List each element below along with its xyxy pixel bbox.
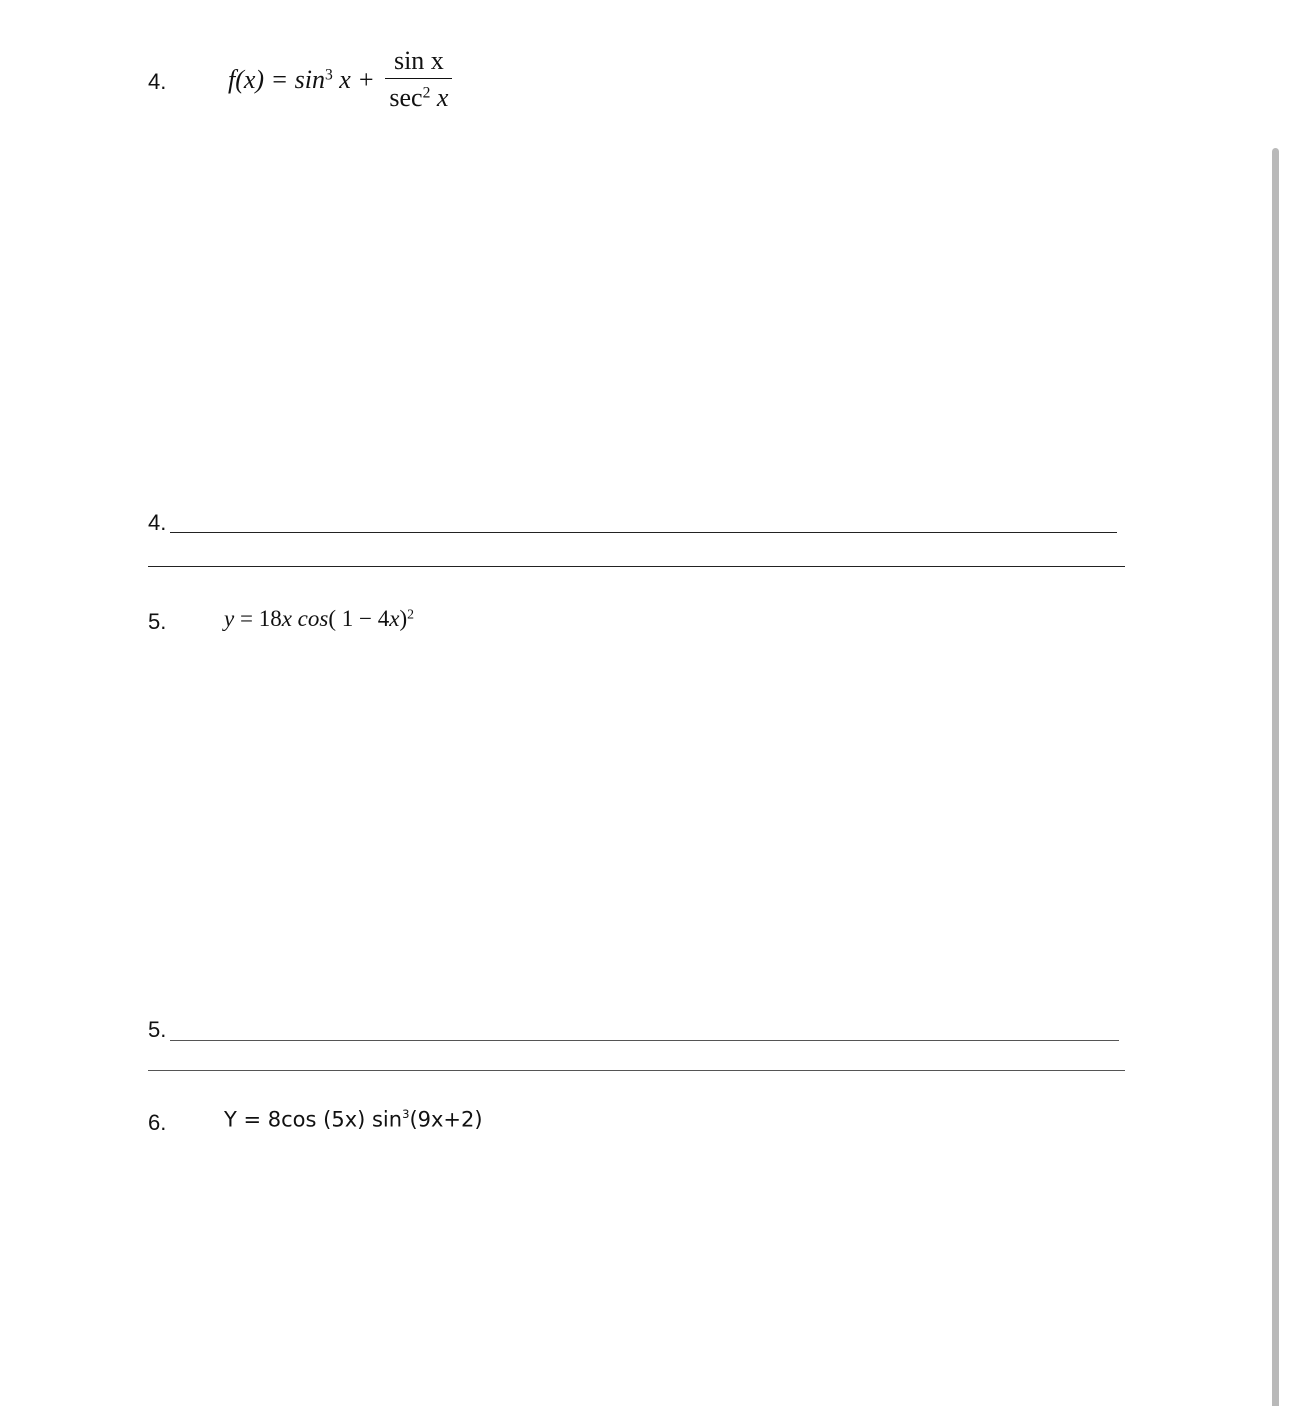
answer-4-label: 4. [148, 510, 167, 535]
eq4-fraction-denominator: $\sec^2 x$ [389, 83, 449, 112]
question-5-number: 5. [148, 609, 167, 634]
question-6-equation: Y = 8cos (5x) $\sin^3(9x+2)$ [224, 1107, 483, 1132]
answer-4-line-1[interactable] [170, 532, 1117, 533]
answer-5-line-1[interactable] [170, 1040, 1119, 1041]
eq4-lhs-exponent: 3 [324, 65, 333, 83]
eq6-exponent: 3 [402, 1107, 410, 1121]
eq4-lhs-tail: x + [332, 64, 375, 94]
answer-5-line-2[interactable] [148, 1070, 1125, 1071]
vertical-scrollbar[interactable] [1272, 148, 1279, 1406]
question-4-equation [228, 46, 452, 113]
eq4-fraction [385, 46, 452, 113]
eq4-lhs: f(x) = sin [228, 64, 325, 94]
question-5-equation: y = 18x cos( 1 − 4x)$^2$ [224, 606, 415, 631]
question-4-number: 4. [148, 69, 167, 94]
eq5-exponent: 2 [407, 606, 415, 622]
answer-4-line-2[interactable] [148, 566, 1125, 567]
question-6-number: 6. [148, 1110, 167, 1135]
answer-5-label: 5. [148, 1017, 167, 1042]
eq4-fraction-numerator: sin x [385, 46, 452, 79]
